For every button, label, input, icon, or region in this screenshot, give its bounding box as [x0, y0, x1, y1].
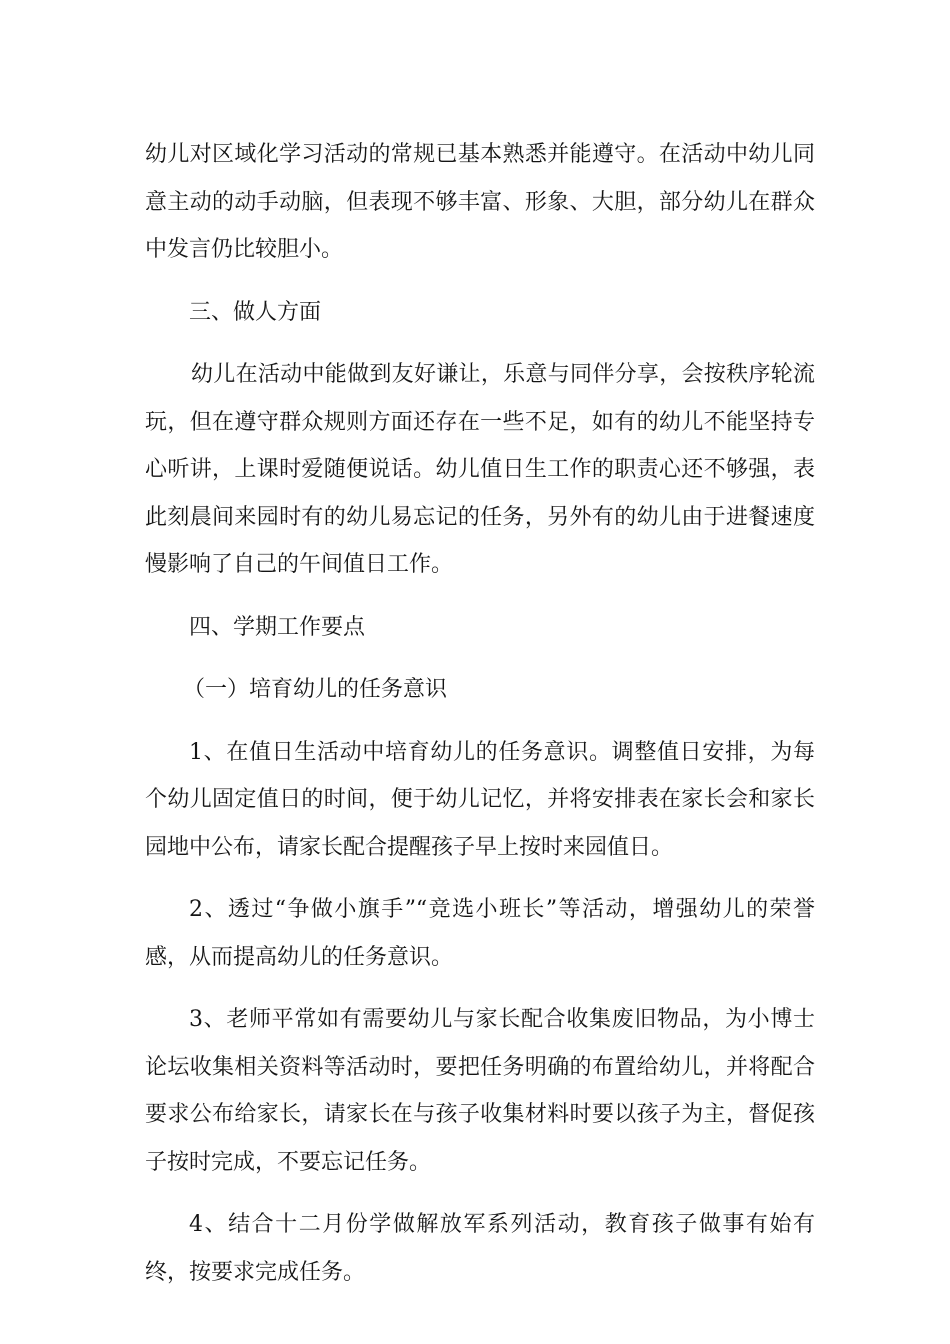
paragraph-behavior: 幼儿在活动中能做到友好谦让，乐意与同伴分享，会按秩序轮流玩，但在遵守群众规则方面还存在一些不足，如有的幼儿不能坚持专心听讲，上课时爱随便说话。幼儿值日生工作的职责心还不够强，表此刻晨间来园时有的幼儿易忘记的任务，另外有的幼儿由于进餐速度慢影响了自己的午间值日工作。	[145, 362, 815, 577]
list-item-3: 3、老师平常如有需要幼儿与家长配合收集废旧物品，为小博士论坛收集相关资料等活动时，要把任务明确的布置给幼儿，并将配合要求公布给家长，请家长在与孩子收集材料时要以孩子为主，督促孩子按时完成，不要忘记任务。	[145, 1007, 815, 1175]
document-body	[145, 131, 815, 1311]
section-heading-3: 三、做人方面	[189, 299, 322, 325]
paragraph-continuation: 幼儿对区域化学习活动的常规已基本熟悉并能遵守。在活动中幼儿同意主动的动手动脑，但表现不够丰富、形象、大胆，部分幼儿在群众中发言仍比较胆小。	[145, 142, 815, 262]
list-item-2: 2、透过“争做小旗手”“竞选小班长”等活动，增强幼儿的荣誉感，从而提高幼儿的任务意识。	[145, 897, 815, 970]
section-heading-4: 四、学期工作要点	[189, 614, 366, 640]
list-item-1: 1、在值日生活动中培育幼儿的任务意识。调整值日安排，为每个幼儿固定值日的时间，便于幼儿记忆，并将安排表在家长会和家长园地中公布，请家长配合提醒孩子早上按时来园值日。	[145, 739, 815, 860]
subsection-heading-1: （一）培育幼儿的任务意识	[183, 677, 448, 702]
list-item-4: 4、结合十二月份学做解放军系列活动，教育孩子做事有始有终，按要求完成任务。	[145, 1212, 815, 1285]
